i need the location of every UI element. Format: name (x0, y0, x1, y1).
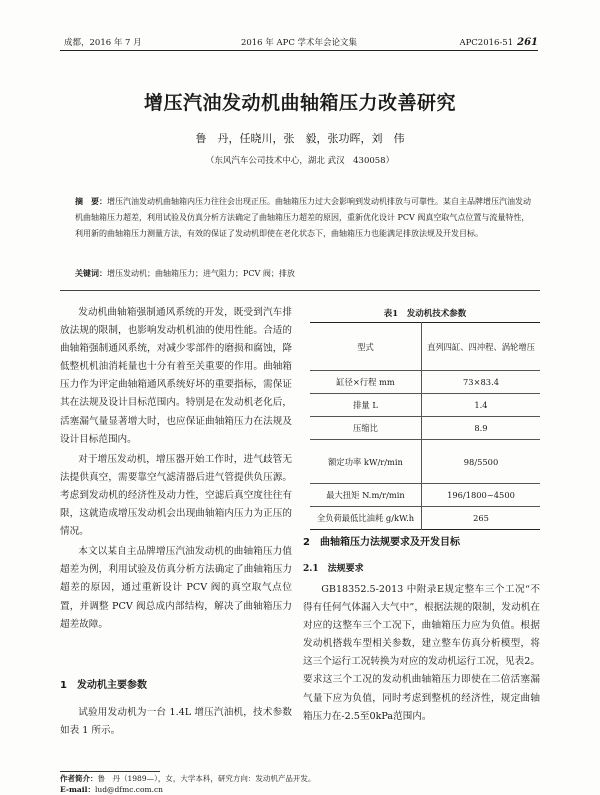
paragraph: 发动机曲轴箱强制通风系统的开发，既受到汽车排放法规的限制，也影响发动机机油的使用性能。合适的曲轴箱强制通风系统，对减少零部件的磨损和腐蚀，降低整机机油消耗量也十分有着至关重要的作用。曲轴箱压力作为评定曲轴箱通风系统好坏的重要指标，需保证其在法规及设计目标范围内。特别是在发动机老化后，活塞漏气量显著增大时，也应保证曲轴箱压力在法规及设计目标范围内。 (60, 307, 292, 445)
email-address: lud@dfmc.com.cn (94, 785, 164, 794)
engine-spec-table (310, 322, 540, 530)
table-row (310, 323, 540, 371)
left-column (60, 304, 292, 636)
table-cell-label: 额定功率 kW/r/min (310, 440, 422, 484)
author-note-text: 鲁 丹（1989—），女，大学本科，研究方向：发动机产品开发。 (97, 774, 316, 783)
table-row (310, 417, 540, 440)
table-cell-value: 1.4 (422, 394, 541, 417)
section-2-1-title: 2.1 法规要求 (303, 564, 364, 574)
keywords-text: 增压发动机；曲轴箱压力；进气阻力；PCV 阀；排放 (107, 269, 295, 278)
author-note-label: 作者简介： (60, 774, 98, 783)
table-cell-value: 98/5500 (422, 440, 541, 484)
table-cell-label: 全负荷最低比油耗 g/kW.h (310, 507, 422, 530)
footnote-divider (60, 771, 160, 772)
keywords (75, 268, 531, 279)
abstract-label: 摘 要： (75, 196, 107, 206)
section-1-title: 1 发动机主要参数 (60, 680, 147, 691)
section-2-1-text: GB18352.5-2013 中附录E规定整车三个工况“不得有任何气体漏入大气中”，根据法规的限制，发动机在对应的这整车三个工况下，曲轴箱压力应为负值。根据发动机搭载车型相关参数，建立整车仿真分析模型，将这三个运行工况转换为对应的发动机运行工况，见表2。要求这三个工况的发动机曲轴箱压力即使在二倍活塞漏气量下应为负值，同时考虑到整机的经济性，规定曲轴箱压力在-2.5至0kPa范围内。 (303, 584, 540, 722)
table-cell-value: 8.9 (422, 417, 541, 440)
table-cell-label: 缸径×行程 mm (310, 371, 422, 394)
section-1-text: 试验用发动机为一台 1.4L 增压汽油机，技术参数如表 1 所示。 (60, 707, 292, 737)
author-note (60, 773, 540, 784)
section-2-title: 2 曲轴箱压力法规要求及开发目标 (303, 537, 460, 548)
abstract (75, 193, 531, 243)
header-center: 2016 年 APC 学术年会论文集 (240, 38, 358, 48)
table-cell-label: 最大扭矩 N.m/r/min (310, 484, 422, 507)
email-note (60, 784, 540, 795)
authors: 鲁 丹，任晓川，张 毅，张功晖，刘 伟 (195, 132, 405, 145)
table-cell-value: 265 (422, 507, 541, 530)
paragraph: 对于增压发动机，增压器开始工作时，进气歧管无法提供真空，需要靠空气滤清器后进气管提供负压源。考虑到发动机的经济性及动力性，空滤后真空度往往有限，这就造成增压发动机会出现曲轴箱内压力为正压的情况。 (60, 453, 292, 538)
header-right (459, 36, 538, 50)
abstract-text: 增压汽油发动机曲轴箱内压力往往会出现正压。曲轴箱压力过大会影响到发动机排放与可靠性。某自主品牌增压汽油发动机曲轴箱压力超差，利用试验及仿真分析方法确定了曲轴箱压力超差的原因，重新优化设计 PCV 阀真空取气点位置与流量特性，利用新的曲轴箱压力测量方法，有效的保证了发动机即使在老化状态下，曲轴箱压力也能满足排放法规及开发目标。 (75, 197, 531, 239)
page-number: 261 (517, 37, 538, 48)
table-row (310, 394, 540, 417)
table-cell-label: 压缩比 (310, 417, 422, 440)
table-cell-label: 型式 (310, 323, 422, 371)
table-cell-label: 排量 L (310, 394, 422, 417)
email-label: E-mail： (60, 785, 95, 794)
table-row (310, 507, 540, 530)
running-header (60, 36, 538, 51)
affiliation: （东风汽车公司技术中心，湖北 武汉 430058） (205, 156, 395, 166)
header-left: 成都，2016 年 7 月 (64, 38, 142, 48)
table-row (310, 371, 540, 394)
table-cell-value: 直列四缸、四冲程、涡轮增压 (427, 341, 535, 352)
paper-id: APC2016-51 (459, 38, 514, 48)
paragraph: 本文以某自主品牌增压汽油发动机的曲轴箱压力值超差为例，利用试验及仿真分析方法确定了曲轴箱压力超差的原因，通过重新设计 PCV 阀的真空取气点位置，并调整 PCV 阀总成内部结构，解决了曲轴箱压力超差故障。 (60, 546, 292, 630)
footnote (60, 773, 540, 795)
divider (60, 290, 540, 291)
table-row (310, 440, 540, 484)
keywords-label: 关键词： (75, 268, 107, 278)
table-cell-value: 73×83.4 (422, 371, 541, 394)
table-cell-value: 196/1800~4500 (422, 484, 541, 507)
table-caption: 表1 发动机技术参数 (383, 309, 467, 319)
table-row (310, 484, 540, 507)
paper-title: 增压汽油发动机曲轴箱压力改善研究 (143, 92, 456, 114)
